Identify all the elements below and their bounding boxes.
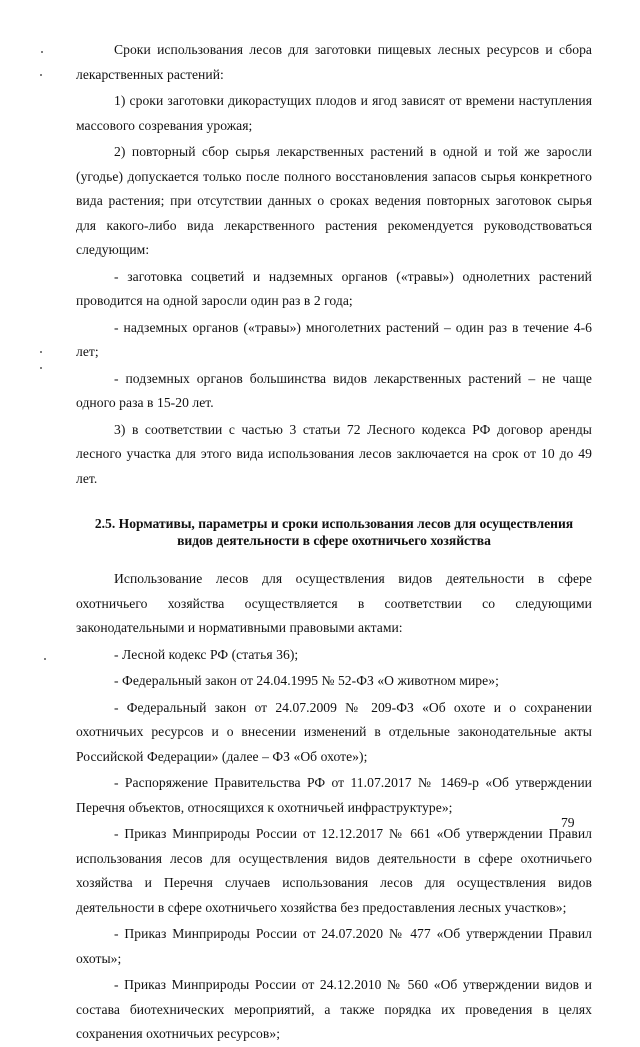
list-item: - Приказ Минприроды России от 12.12.2017 № 661 «Об утверждении Правил использования лесов для осуществления видов деятельности в сфере охотничьего хозяйства и Перечня случаев использования лесов для осуществления видов деятельности в сфере охотничьего хозяйства без предоставления лесных участков»; [76, 826, 592, 915]
scan-speck [40, 351, 42, 353]
paragraph: Использование лесов для осуществления видов деятельности в сфере охотничьего хозяйства осуществляется в соответствии со следующими законодательными и нормативными правовыми актами: [76, 571, 592, 635]
scan-speck [40, 74, 42, 76]
scan-speck [44, 658, 46, 660]
list-item: - Приказ Минприроды России от 24.07.2020 № 477 «Об утверждении Правил охоты»; [76, 926, 592, 966]
paragraph: Сроки использования лесов для заготовки пищевых лесных ресурсов и сбора лекарственных растений: [76, 42, 592, 82]
list-item: - Лесной кодекс РФ (статья 36); [114, 646, 299, 662]
list-item: - Распоряжение Правительства РФ от 11.07.2017 № 1469-р «Об утверждении Перечня объектов, относящихся к охотничьей инфраструктуре»; [76, 775, 592, 815]
section-heading-line1: 2.5. Нормативы, параметры и сроки использования лесов для осуществления [94, 516, 574, 531]
list-item: - Федеральный закон от 24.04.1995 № 52-ФЗ «О животном мире»; [114, 673, 499, 688]
paragraph: 1) сроки заготовки дикорастущих плодов и ягод зависят от времени наступления массового созревания урожая; [76, 93, 592, 133]
page-number: 79 [561, 815, 575, 830]
paragraph: 2) повторный сбор сырья лекарственных растений в одной и той же заросли (угодье) допускается только после полного восстановления запасов сырья конкретного вида растения; при отсутствии данных о сроках ведения повторных заготовок сырья для какого-либо вида лекарственного растения рекомендуется руководствоваться следующим: [76, 144, 592, 257]
paragraph: - заготовка соцветий и надземных органов («травы») однолетних растений проводится на одной заросли один раз в 2 года; [76, 268, 592, 308]
paragraph: - подземных органов большинства видов лекарственных растений – не чаще одного раза в 15-20 лет. [76, 370, 592, 410]
section-heading [76, 515, 592, 549]
paragraph: 3) в соответствии с частью 3 статьи 72 Лесного кодекса РФ договор аренды лесного участка для этого вида использования лесов заключается на срок от 10 до 49 лет. [76, 421, 592, 486]
section-heading-line2: видов деятельности в сфере охотничьего хозяйства [177, 533, 491, 548]
document-page [76, 38, 592, 1047]
scan-speck [41, 51, 43, 53]
list-item: - Приказ Минприроды России от 24.12.2010 № 560 «Об утверждении видов и состава биотехнических мероприятий, а также порядка их проведения в целях сохранения охотничьих ресурсов»; [76, 977, 592, 1041]
list-item: - Федеральный закон от 24.07.2009 № 209-ФЗ «Об охоте и о сохранении охотничьих ресурсов и о внесении изменений в отдельные законодательные акты Российской Федерации» (далее – ФЗ «Об охоте»); [76, 699, 592, 764]
paragraph: - надземных органов («травы») многолетних растений – один раз в течение 4-6 лет; [76, 319, 592, 359]
scan-speck [40, 367, 42, 369]
